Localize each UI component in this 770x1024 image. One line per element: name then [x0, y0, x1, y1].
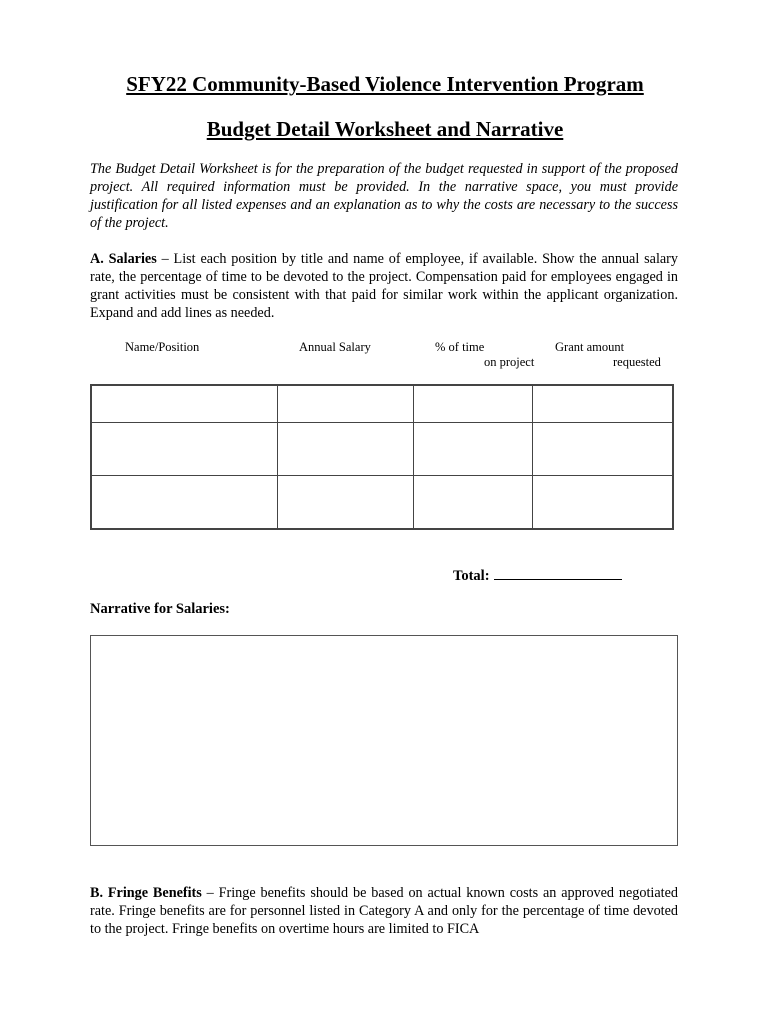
table-cell-name[interactable] — [91, 476, 278, 530]
table-cell-grant[interactable] — [533, 423, 674, 476]
section-a-text: – List each position by title and name of employee, if available. Show the annual salary rate, the percentage of time to be devoted to the project. Compensation paid for employees engaged in grant activities must be consistent with that paid for similar work within the applicant organization. Expand and add lines as needed. — [90, 251, 679, 321]
table-cell-percent[interactable] — [414, 385, 533, 423]
section-b-heading: B. Fringe Benefits — [90, 885, 202, 901]
table-row — [91, 423, 673, 476]
intro-paragraph: The Budget Detail Worksheet is for the preparation of the budget requested in support of the proposed project. All required information must be provided. In the narrative space, you must provide justification for all listed expenses and an explanation as to why the costs are necessary to the success of the project. — [90, 161, 678, 231]
column-header-grant-amount-line1: Grant amount — [555, 340, 625, 354]
salaries-narrative-label: Narrative for Salaries: — [90, 601, 230, 617]
table-row — [91, 385, 673, 423]
table-cell-salary[interactable] — [278, 385, 414, 423]
table-cell-grant[interactable] — [533, 476, 674, 530]
table-cell-percent[interactable] — [414, 423, 533, 476]
salaries-total-label: Total: — [453, 568, 490, 584]
column-header-name-position: Name/Position — [125, 340, 200, 354]
section-a-heading: A. Salaries — [90, 251, 157, 267]
table-cell-salary[interactable] — [278, 476, 414, 530]
salaries-total — [453, 565, 622, 585]
document-subtitle: Budget Detail Worksheet and Narrative — [206, 117, 564, 141]
column-header-percent-time-line2: on project — [484, 354, 535, 369]
column-header-percent-time — [435, 340, 534, 369]
table-cell-salary[interactable] — [278, 423, 414, 476]
section-b-text: – Fringe benefits should be based on actual known costs an approved negotiated rate. Fringe benefits are for personnel listed in Category A and only for the percentage of time devoted to the project. Fringe benefits on overtime hours are limited to FICA — [90, 885, 678, 937]
table-row — [91, 476, 673, 530]
salaries-total-field[interactable] — [494, 565, 622, 580]
table-cell-percent[interactable] — [414, 476, 533, 530]
column-header-percent-time-line1: % of time — [435, 340, 485, 354]
column-header-grant-amount — [555, 340, 661, 369]
column-header-grant-amount-line2: requested — [613, 354, 661, 369]
document-title: SFY22 Community-Based Violence Intervention Program — [126, 72, 644, 96]
section-b-paragraph — [90, 884, 678, 938]
salaries-narrative-box[interactable] — [90, 635, 678, 846]
section-a-paragraph — [90, 250, 678, 322]
table-cell-grant[interactable] — [533, 385, 674, 423]
salaries-table — [90, 384, 674, 530]
table-cell-name[interactable] — [91, 423, 278, 476]
table-cell-name[interactable] — [91, 385, 278, 423]
column-header-annual-salary: Annual Salary — [299, 340, 371, 354]
